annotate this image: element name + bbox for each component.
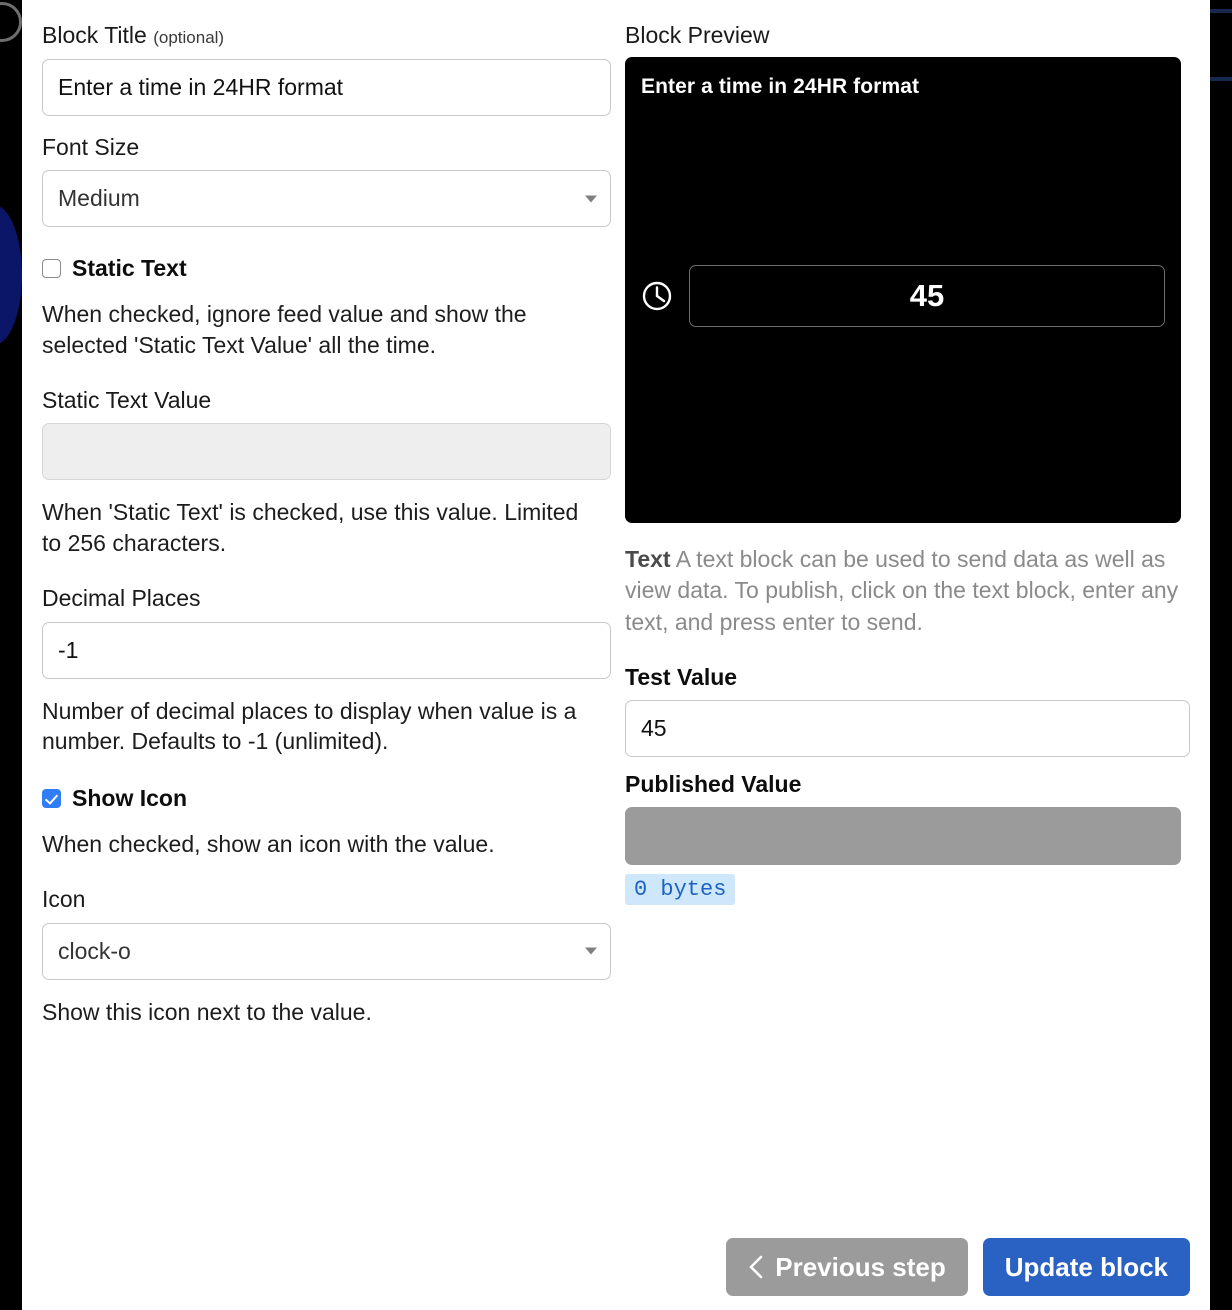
static-text-label: Static Text: [72, 255, 187, 282]
block-title-label: [42, 22, 611, 50]
block-title-input[interactable]: [42, 59, 611, 116]
block-preview-label: Block Preview: [625, 22, 770, 48]
block-description-lead: Text: [625, 546, 671, 572]
settings-column: [42, 22, 619, 1027]
icon-select[interactable]: [42, 923, 611, 980]
modal-footer: [726, 1238, 1190, 1296]
font-size-select[interactable]: [42, 170, 611, 227]
block-description-body: A text block can be used to send data as well as view data. To publish, click on the text block, enter any text, and press enter to send.: [625, 546, 1179, 635]
preview-value-row: [641, 265, 1165, 327]
preview-value[interactable]: 45: [689, 265, 1165, 327]
static-text-checkbox-row[interactable]: [42, 255, 611, 282]
icon-select-value[interactable]: clock-o: [42, 923, 611, 980]
show-icon-checkbox[interactable]: [42, 789, 61, 808]
chevron-left-icon: [748, 1254, 764, 1280]
chevron-down-icon: [585, 195, 597, 202]
preview-column: [619, 22, 1190, 1027]
previous-step-button[interactable]: [726, 1238, 968, 1296]
published-value-bytes-badge: 0 bytes: [625, 874, 735, 905]
icon-help: Show this icon next to the value.: [42, 998, 372, 1025]
decimal-places-label: Decimal Places: [42, 585, 201, 612]
icon-label: Icon: [42, 886, 86, 913]
font-size-label: Font Size: [42, 133, 140, 160]
decimal-places-help: Number of decimal places to display when value is a number. Defaults to -1 (unlimited).: [42, 697, 577, 755]
decimal-places-input[interactable]: [42, 622, 611, 679]
published-value-label: Published Value: [625, 770, 802, 797]
static-text-value-input[interactable]: [42, 423, 611, 480]
chevron-down-icon: [585, 948, 597, 955]
block-settings-modal: [22, 0, 1210, 1310]
block-title-optional-hint: (optional): [153, 28, 225, 47]
modal-columns: [22, 0, 1210, 1027]
show-icon-help: When checked, show an icon with the value.: [42, 831, 495, 858]
backdrop-ring-decoration: [0, 2, 22, 42]
show-icon-label: Show Icon: [72, 785, 187, 812]
static-text-value-label: Static Text Value: [42, 386, 212, 413]
backdrop-blue-orb-decoration: [0, 205, 22, 345]
static-text-checkbox[interactable]: [42, 259, 61, 278]
test-value-label: Test Value: [625, 663, 738, 690]
block-title-label-text: Block Title: [42, 22, 147, 48]
static-text-value-help: When 'Static Text' is checked, use this value. Limited to 256 characters.: [42, 499, 579, 557]
test-value-input[interactable]: [625, 700, 1190, 757]
update-block-label: Update block: [1004, 1251, 1168, 1282]
block-preview-panel[interactable]: [625, 57, 1181, 523]
previous-step-label: Previous step: [775, 1251, 946, 1282]
font-size-select-value[interactable]: Medium: [42, 170, 611, 227]
block-description: [625, 544, 1181, 638]
published-value-bar: [625, 807, 1181, 865]
update-block-button[interactable]: [983, 1238, 1190, 1296]
static-text-help: When checked, ignore feed value and show the selected 'Static Text Value' all the time.: [42, 301, 527, 358]
show-icon-checkbox-row[interactable]: [42, 785, 611, 812]
preview-title: Enter a time in 24HR format: [641, 75, 920, 98]
clock-o-icon: [641, 280, 673, 312]
